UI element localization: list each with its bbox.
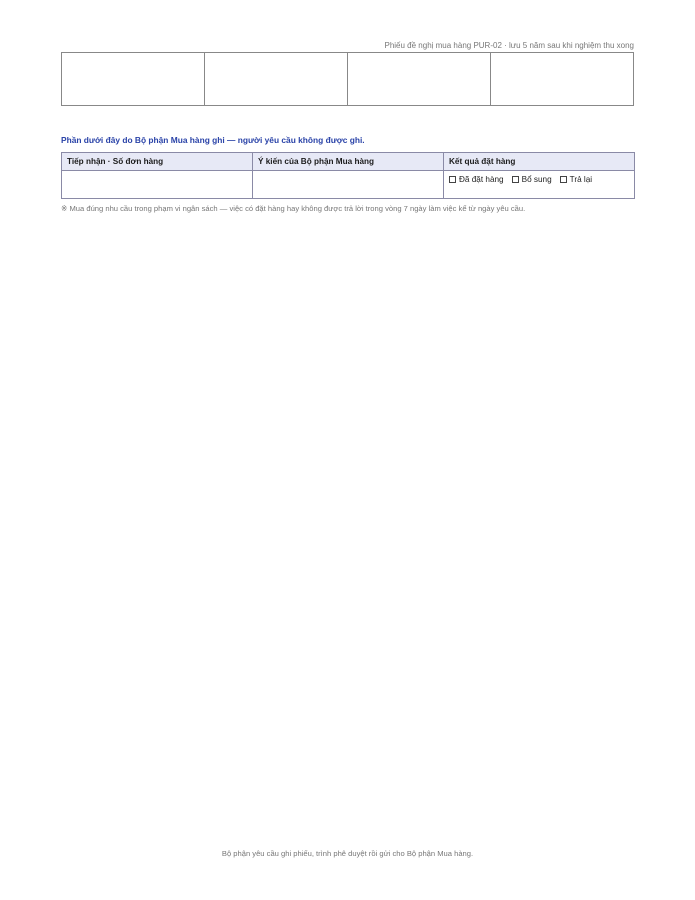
receipt-order-number-field[interactable] [62,171,253,199]
option-supplement-label: Bổ sung [521,175,552,184]
option-ordered[interactable] [449,175,504,184]
footnote: ※ Mua đúng nhu cầu trong phạm vi ngân sách — việc có đặt hàng hay không được trả lời trong vòng 7 ngày làm việc kể từ ngày yêu cầu. [61,204,526,213]
signature-cell-1[interactable] [62,53,205,106]
order-result-field [444,171,635,199]
checkbox-icon[interactable] [512,176,519,183]
column-header-result: Kết quả đặt hàng [444,153,635,171]
purchasing-table [61,152,635,199]
signature-cell-3[interactable] [348,53,491,106]
option-ordered-label: Đã đặt hàng [459,175,504,184]
form-header-note: Phiếu đề nghị mua hàng PUR-02 · lưu 5 năm sau khi nghiệm thu xong [384,41,634,50]
page-bottom-note: Bộ phận yêu cầu ghi phiếu, trình phê duyệt rồi gửi cho Bộ phận Mua hàng. [221,849,474,858]
purchasing-table-row [62,171,635,199]
order-result-options [449,171,629,184]
purchasing-opinion-field[interactable] [253,171,444,199]
signature-cell-4[interactable] [491,53,634,106]
approval-signature-table [61,52,634,106]
option-returned-label: Trả lại [569,175,593,184]
column-header-opinion: Ý kiến của Bộ phận Mua hàng [253,153,444,171]
checkbox-icon[interactable] [560,176,567,183]
column-header-receipt: Tiếp nhận · Số đơn hàng [62,153,253,171]
checkbox-icon[interactable] [449,176,456,183]
option-supplement[interactable] [512,175,552,184]
purchasing-table-header-row [62,153,635,171]
signature-cell-2[interactable] [205,53,348,106]
option-returned[interactable] [560,175,592,184]
purchasing-section-title: Phần dưới đây do Bộ phận Mua hàng ghi — người yêu cầu không được ghi. [61,135,365,145]
